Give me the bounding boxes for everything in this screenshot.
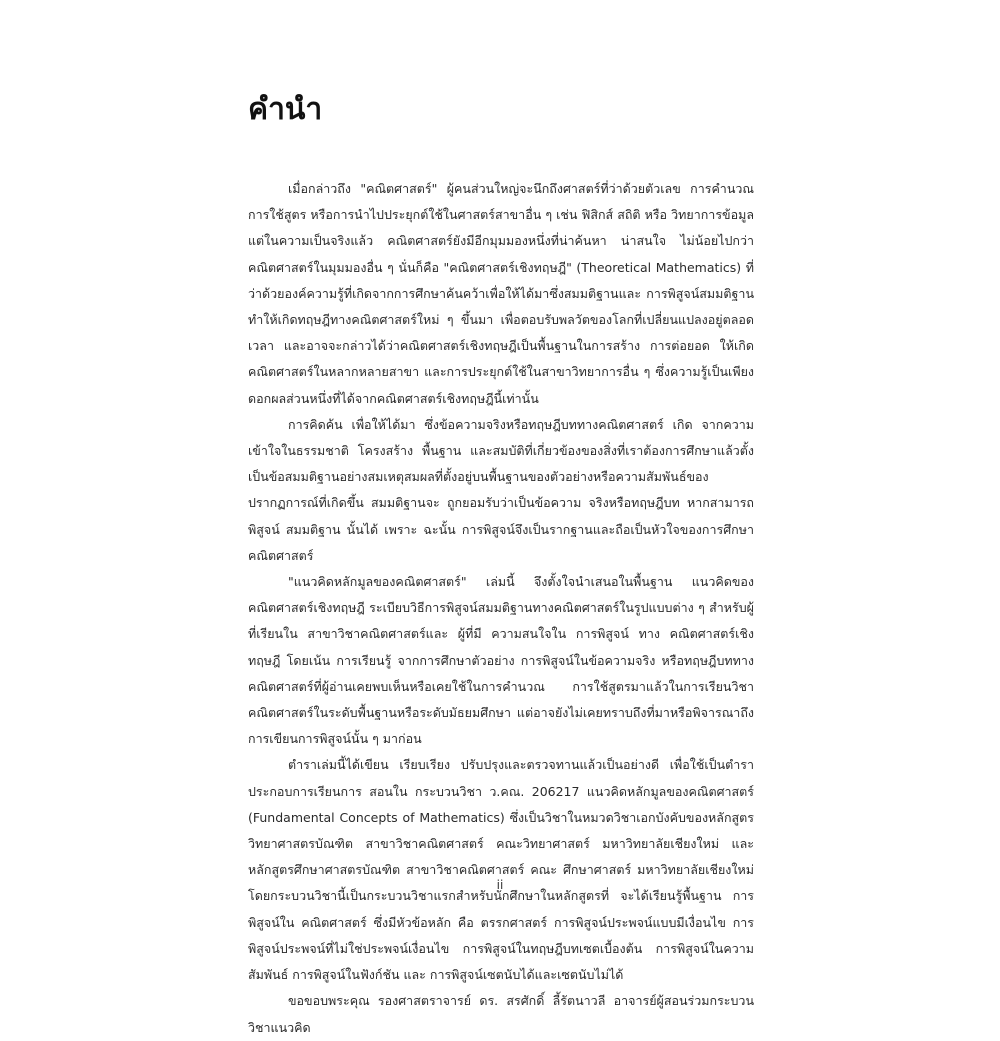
paragraph-3: "แนวคิดหลักมูลของคณิตศาสตร์" เล่มนี้ จึงตั้งใจนำเสนอในพื้นฐาน แนวคิดของคณิตศาสตร์เชิงทฤษฎี ระเบียบวิธีการพิสูจน์สมมติฐานทางคณิตศาสตร์ในรูปแบบต่าง ๆ สำหรับผู้ที่เรียนใน สาขาวิชาคณิตศาสตร์และ ผู้ที่มี ความสนใจใน การพิสูจน์ ทาง คณิตศาสตร์เชิง ทฤษฎี โดยเน้น การเรียนรู้ จากการศึกษาตัวอย่าง การพิสูจน์ในข้อความจริง หรือทฤษฎีบททางคณิตศาสตร์ที่ผู้อ่านเคยพบเห็นหรือเคยใช้ในการคำนวณ การใช้สูตรมาแล้วในการเรียนวิชาคณิตศาสตร์ในระดับพื้นฐานหรือระดับมัธยมศึกษา แต่อาจยังไม่เคยทราบถึงที่มาหรือพิจารณาถึงการเขียนการพิสูจน์นั้น ๆ มาก่อน [248, 574, 754, 747]
paragraph-1: เมื่อกล่าวถึง "คณิตศาสตร์" ผู้คนส่วนใหญ่จะนึกถึงศาสตร์ที่ว่าด้วยตัวเลข การคำนวณ การใช้สูตร หรือการนำไปประยุกต์ใช้ในศาสตร์สาขาอื่น ๆ เช่น ฟิสิกส์ สถิติ หรือ วิทยาการข้อมูล แต่ในความเป็นจริงแล้ว คณิตศาสตร์ยังมีอีกมุมมองหนึ่งที่น่าค้นหา น่าสนใจ ไม่น้อยไปกว่าคณิตศาสตร์ในมุมมองอื่น ๆ นั่นก็คือ "คณิตศาสตร์เชิงทฤษฎี" (Theoretical Mathematics) ที่ว่าด้วยองค์ความรู้ที่เกิดจากการศึกษาค้นคว้าเพื่อให้ได้มาซึ่งสมมติฐานและ การพิสูจน์สมมติฐาน ทำให้เกิดทฤษฎีทางคณิตศาสตร์ใหม่ ๆ ขึ้นมา เพื่อตอบรับพลวัตของโลกที่เปลี่ยนแปลงอยู่ตลอดเวลา และอาจจะกล่าวได้ว่าคณิตศาสตร์เชิงทฤษฎีเป็นพื้นฐานในการสร้าง การต่อยอด ให้เกิดคณิตศาสตร์ในหลากหลายสาขา และการประยุกต์ใช้ในสาขาวิทยาการอื่น ๆ ซึ่งความรู้เป็นเพียงดอกผลส่วนหนึ่งที่ได้จากคณิตศาสตร์เชิงทฤษฎีนี้เท่านั้น [248, 181, 754, 406]
paragraph-4: ตำราเล่มนี้ได้เขียน เรียบเรียง ปรับปรุงและตรวจทานแล้วเป็นอย่างดี เพื่อใช้เป็นตำราประกอบการเรียนการ สอนใน กระบวนวิชา ว.คณ. 206217 แนวคิดหลักมูลของคณิตศาสตร์ (Fundamental Concepts of Mathematics) ซึ่งเป็นวิชาในหมวดวิชาเอกบังคับของหลักสูตรวิทยาศาสตรบัณฑิต สาขาวิชาคณิตศาสตร์ คณะวิทยาศาสตร์ มหาวิทยาลัยเชียงใหม่ และ หลักสูตรศึกษาศาสตรบัณฑิต สาขาวิชาคณิตศาสตร์ คณะ ศึกษาศาสตร์ มหาวิทยาลัยเชียงใหม่ โดยกระบวนวิชานี้เป็นกระบวนวิชาแรกสำหรับนักศึกษาในหลักสูตรที่ จะได้เรียนรู้พื้นฐาน การพิสูจน์ใน คณิตศาสตร์ ซึ่งมีหัวข้อหลัก คือ ตรรกศาสตร์ การพิสูจน์ประพจน์แบบมีเงื่อนไข การพิสูจน์ประพจน์ที่ไม่ใช่ประพจน์เงื่อนไข การพิสูจน์ในทฤษฎีบทเซตเบื้องต้น การพิสูจน์ในความสัมพันธ์ การพิสูจน์ในฟังก์ชัน และ การพิสูจน์เซตนับได้และเซตนับไม่ได้ [248, 757, 754, 983]
paragraph-2: การคิดค้น เพื่อให้ได้มา ซึ่งข้อความจริงหรือทฤษฎีบททางคณิตศาสตร์ เกิด จากความเข้าใจในธรรมชาติ โครงสร้าง พื้นฐาน และสมบัติที่เกี่ยวข้องของสิ่งที่เราต้องการศึกษาแล้วตั้งเป็นข้อสมมติฐานอย่างสมเหตุสมผลที่ตั้งอยู่บนพื้นฐานของตัวอย่างหรือความสัมพันธ์ของปรากฏการณ์ที่เกิดขึ้น สมมติฐานจะ ถูกยอมรับว่าเป็นข้อความ จริงหรือทฤษฎีบท หากสามารถพิสูจน์ สมมติฐาน นั้นได้ เพราะ ฉะนั้น การพิสูจน์จึงเป็นรากฐานและถือเป็นหัวใจของการศึกษาคณิตศาสตร์ [248, 416, 754, 563]
page-title: คำนำ [248, 92, 323, 127]
page-number: ii [496, 878, 504, 892]
paragraph-5: ขอขอบพระคุณ รองศาสตราจารย์ ดร. สรศักดิ์ ลี้รัตนาวลี อาจารย์ผู้สอนร่วมกระบวนวิชาแนวคิด [248, 993, 754, 1035]
preface-body [248, 176, 754, 1041]
